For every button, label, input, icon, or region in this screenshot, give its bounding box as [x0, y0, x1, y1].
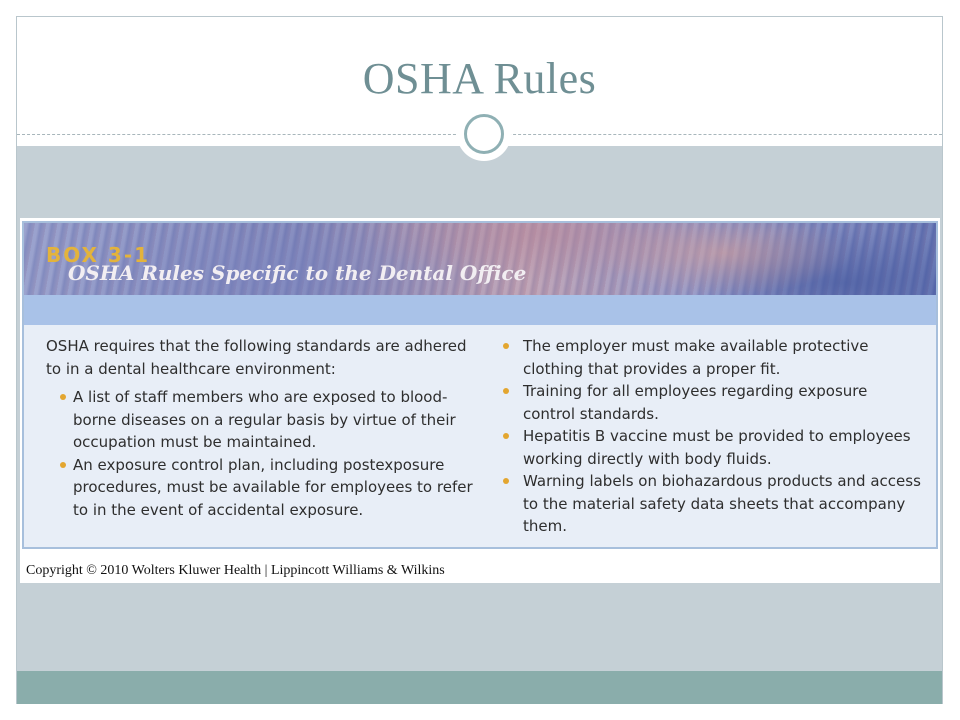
list-item-text: A list of staff members who are exposed to blood-borne diseases on a regular basis by virtue of their occupation must be maintained. — [73, 388, 456, 451]
bullet-dot-icon — [503, 433, 509, 439]
box-subtitle: OSHA Rules Specific to the Dental Office — [68, 261, 527, 285]
slide-title: OSHA Rules — [362, 54, 597, 103]
list-item — [46, 454, 476, 522]
box-label: BOX 3-1 — [46, 243, 151, 267]
list-item — [500, 470, 922, 538]
list-item — [46, 386, 476, 454]
bullet-dot-icon — [503, 343, 509, 349]
box-intro: OSHA requires that the following standards are adhered to in a dental healthcare environment: — [46, 337, 467, 378]
right-column — [500, 335, 922, 538]
copyright-notice: Copyright © 2010 Wolters Kluwer Health | Lippincott Williams & Wilkins — [26, 563, 445, 578]
list-item-text: The employer must make available protective clothing that provides a proper fit. — [523, 337, 869, 378]
list-item — [500, 380, 922, 425]
right-bullet-list — [500, 335, 922, 538]
box-stripe — [24, 295, 936, 325]
list-item-text: Warning labels on biohazardous products and access to the material safety data sheets that accompany them. — [523, 472, 921, 535]
list-item — [500, 335, 922, 380]
circle-ornament-icon — [464, 114, 504, 154]
list-item-text: Hepatitis B vaccine must be provided to employees working directly with body fluids. — [523, 427, 911, 468]
box-figure — [20, 218, 940, 583]
box-banner — [24, 223, 936, 295]
bottom-band — [17, 671, 942, 704]
box-body — [24, 325, 936, 549]
bullet-dot-icon — [503, 478, 509, 484]
list-item-text: Training for all employees regarding exposure control standards. — [523, 382, 868, 423]
left-bullet-list — [46, 386, 476, 521]
list-item-text: An exposure control plan, including postexposure procedures, must be available for employees to refer to in the event of accidental exposure. — [73, 455, 473, 519]
bullet-dot-icon — [60, 462, 66, 468]
info-box — [22, 221, 938, 549]
left-column — [46, 335, 476, 521]
bullet-dot-icon — [503, 388, 509, 394]
list-item — [500, 425, 922, 470]
bullet-dot-icon — [60, 394, 66, 400]
